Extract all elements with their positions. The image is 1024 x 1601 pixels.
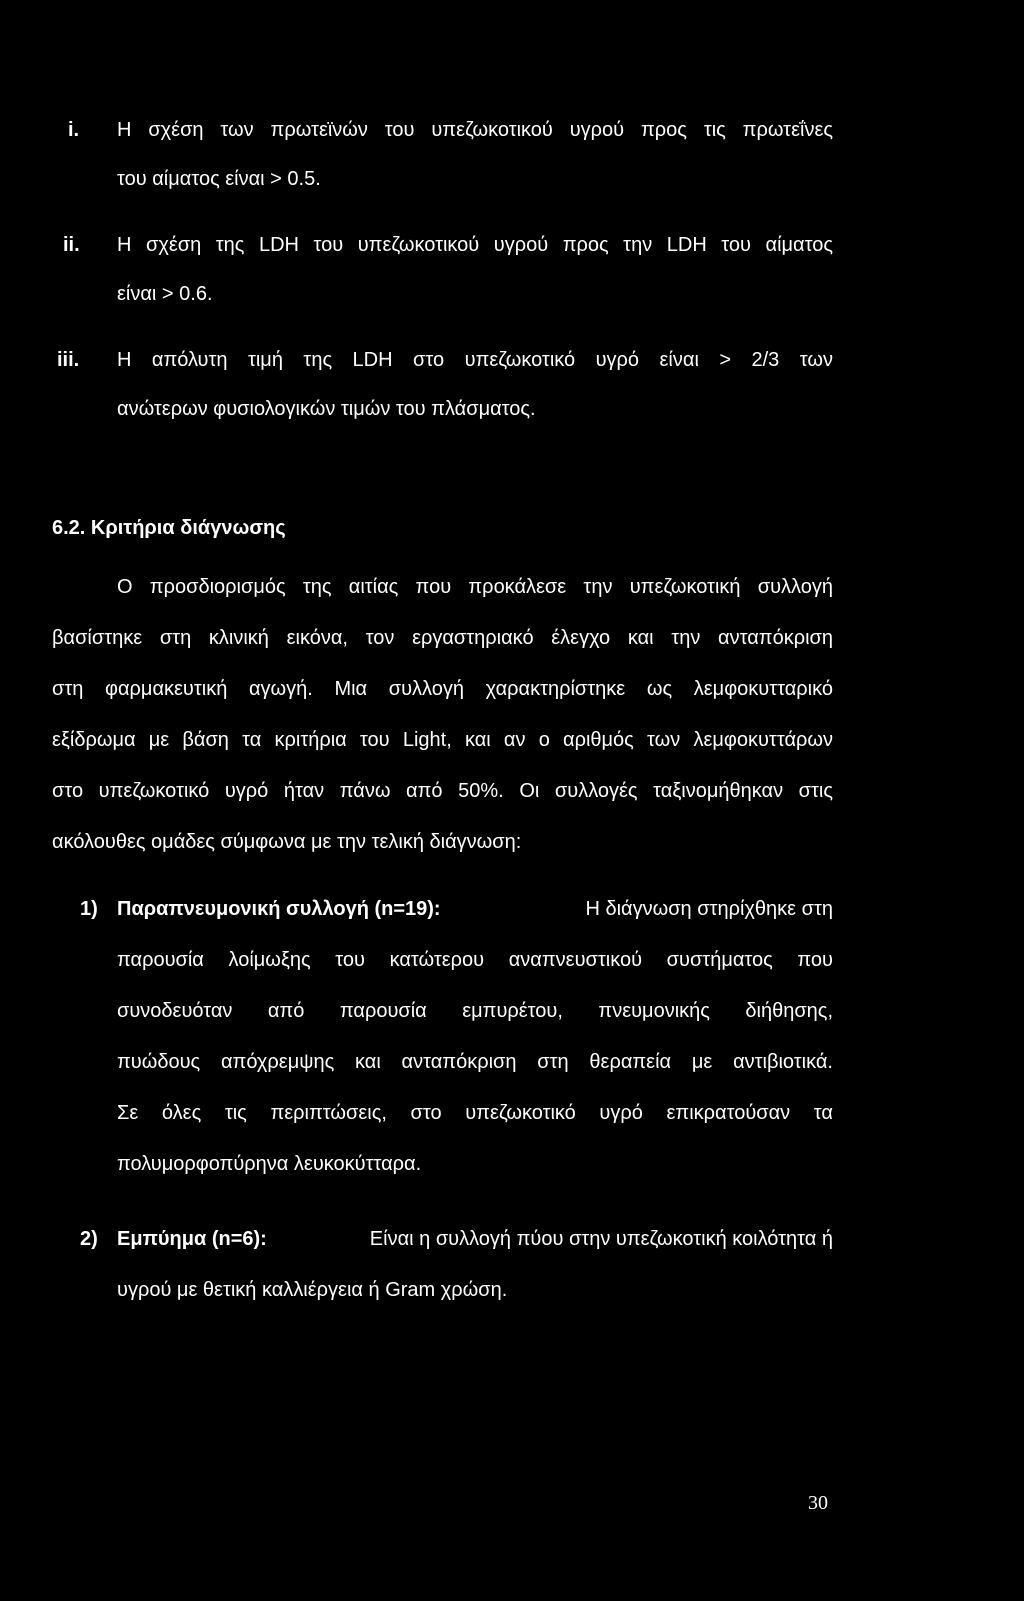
group-marker: 1) [80,898,98,920]
group-line: υγρού με θετική καλλιέργεια ή Gram χρώση. [117,1279,508,1301]
list-item-line: Η σχέση της LDH του υπεζωκοτικού υγρού προς την LDH του αίματος [117,234,833,256]
paragraph-line: Ο προσδιορισμός της αιτίας που προκάλεσε την υπεζωκοτική συλλογή [117,576,833,598]
list-item-line: Η απόλυτη τιμή της LDH στο υπεζωκοτικό υγρό είναι > 2/3 των [117,349,833,371]
group-line: πολυμορφοπύρηνα λευκοκύτταρα. [117,1153,422,1175]
list-marker: iii. [57,349,80,371]
group-first-line-text: Είναι η συλλογή πύου στην υπεζωκοτική κοιλότητα ή [369,1228,833,1250]
group-line: συνοδευόταν από παρουσία εμπυρέτου, πνευμονικής διήθησης, [117,1000,833,1022]
group-line: πυώδους απόχρεμψης και ανταπόκριση στη θεραπεία με αντιβιοτικά. [117,1051,833,1073]
list-marker: i. [68,119,80,141]
list-item-line: Η σχέση των πρωτεϊνών του υπεζωκοτικού υγρού προς τις πρωτεΐνες [117,119,833,141]
group-line: παρουσία λοίμωξης του κατώτερου αναπνευστικού συστήματος που [117,949,833,971]
group-line: Σε όλες τις περιπτώσεις, στο υπεζωκοτικό υγρό επικρατούσαν τα [117,1102,833,1124]
section-heading: 6.2. Κριτήρια διάγνωσης [52,517,286,539]
group-marker: 2) [80,1228,98,1250]
group-label: Εμπύημα (n=6): [117,1228,267,1250]
list-item-line: ανώτερων φυσιολογικών τιμών του πλάσματος. [117,398,536,420]
paragraph-line: βασίστηκε στη κλινική εικόνα, τον εργαστηριακό έλεγχο και την ανταπόκριση [52,627,833,649]
group-label: Παραπνευμονική συλλογή (n=19): [117,898,441,920]
group-first-line-text: Η διάγνωση στηρίχθηκε στη [585,898,833,920]
paragraph-line: εξίδρωμα με βάση τα κριτήρια του Light, και αν ο αριθμός των λεμφοκυττάρων [52,729,833,751]
paragraph-line: ακόλουθες ομάδες σύμφωνα με την τελική διάγνωση: [52,831,522,853]
list-marker: ii. [63,234,80,256]
paragraph-line: στη φαρμακευτική αγωγή. Μια συλλογή χαρακτηρίστηκε ως λεμφοκυτταρικό [52,678,833,700]
paragraph-line: στο υπεζωκοτικό υγρό ήταν πάνω από 50%. Οι συλλογές ταξινομήθηκαν στις [52,780,833,802]
group-first-line [117,1227,833,1251]
list-item-line: του αίματος είναι > 0.5. [117,168,321,190]
group-first-line [117,897,833,921]
list-item-line: είναι > 0.6. [117,283,213,305]
page-number: 30 [808,1492,828,1514]
